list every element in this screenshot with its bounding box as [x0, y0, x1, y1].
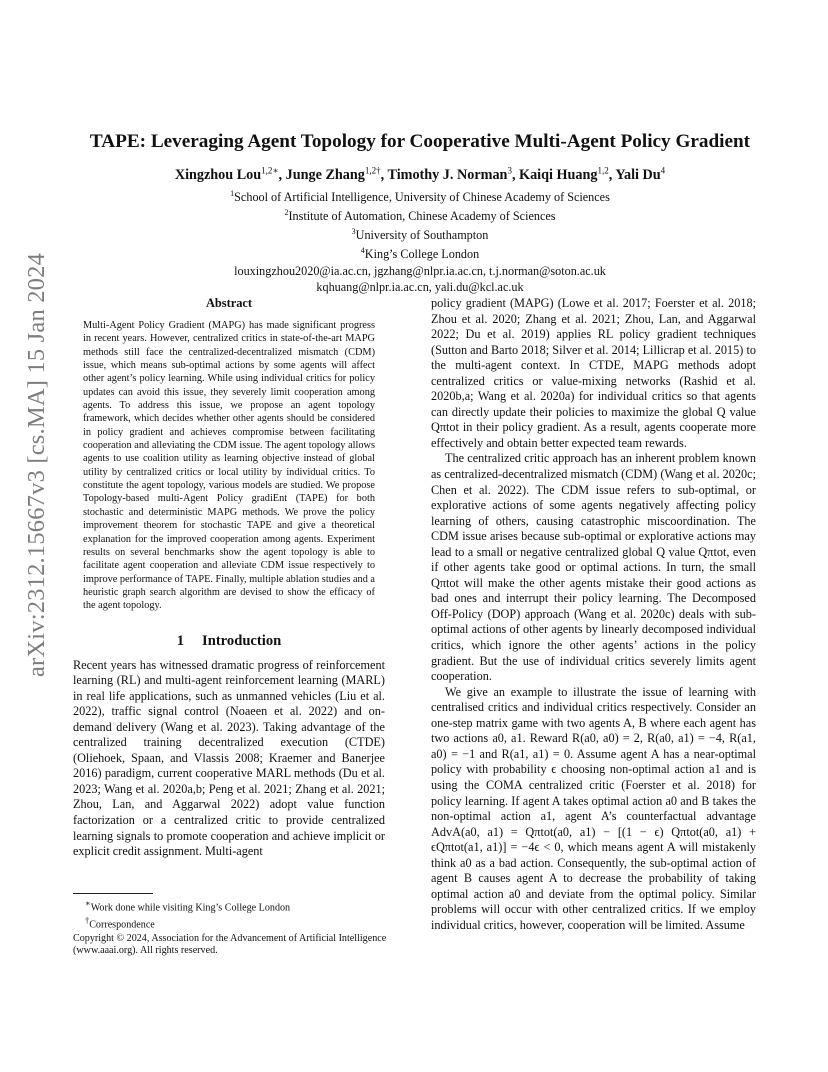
email-line: louxingzhou2020@ia.ac.cn, jgzhang@nlpr.ia.ac.cn, t.j.norman@soton.ac.uk	[234, 263, 606, 278]
author: Timothy J. Norman$^3$,	[387, 165, 520, 183]
intro-paragraph: Recent years has witnessed dramatic progress of reinforcement learning (RL) and multi-agent reinforcement learning (MARL) in real life applications, such as unmanned vehicles (Liu et al. 2022), traffic signal control (Noaeen et al. 2022) and on-demand delivery (Wang et al. 2023). Taking advantage of the centralized training decentralized execution (CTDE) (Oliehoek, Spaan, and Vlassis 2008; Kraemer and Banerjee 2016) paradigm, current cooperative MARL methods (Du et al. 2023; Wang et al. 2020a,b; Peng et al. 2021; Zhang et al. 2021; Zhou, Lan, and Aggarwal 2022) adopt value function factorization or a centralized critic to provide centralized learning signals to promote cooperation and achieve implicit or explicit credit assignment. Multi-agent	[73, 657, 385, 859]
copyright-notice: Copyright © 2024, Association for the Advancement of Artificial Intelligence (www.aaai.org). All rights reserved.	[73, 932, 387, 957]
arxiv-identifier: arXiv:2312.15667v3 [cs.MA] 15 Jan 2024	[23, 252, 50, 678]
affiliations	[100, 186, 740, 295]
section-heading	[73, 633, 385, 650]
footnote: ∗Work done while visiting King’s College London	[85, 899, 291, 914]
abstract-heading: Abstract	[205, 296, 253, 310]
author-list	[70, 165, 770, 184]
affiliation: $^3$University of Southampton	[351, 227, 489, 243]
paper-title: TAPE: Leveraging Agent Topology for Cooperative Multi-Agent Policy Gradient	[89, 131, 751, 152]
section-number: 1	[176, 632, 185, 649]
footnote-rule	[73, 893, 153, 894]
abstract-text: Multi-Agent Policy Gradient (MAPG) has made significant progress in recent years. However, centralized critics in state-of-the-art MAPG methods still face the centralized-decentralized mismatch (CDM) issue, which means sub-optimal actions by some agents will affect other agent’s policy learning. While using individual critics for policy updates can avoid this issue, they severely limit cooperation among agents. To address this issue, we propose an agent topology framework, which decides whether other agents should be considered in policy gradient and achieves compromise between facilitating cooperation and alleviating the CDM issue. The agent topology allows agents to use coalition utility as learning objective instead of global utility by centralized critics or local utility by individual critics. To constitute the agent topology, various models are studied. We propose Topology-based multi-Agent Policy gradiEnt (TAPE) for both stochastic and deterministic MAPG methods. We prove the policy improvement theorem for stochastic TAPE and give a theoretical explanation for the improved cooperation among agents. Experiment results on several benchmarks show the agent topology is able to facilitate agent cooperation and alleviate CDM issue respectively to improve performance of TAPE. Finally, multiple ablation studies and a heuristic graph search algorithm are devised to show the efficacy of the agent topology.	[83, 320, 375, 612]
affiliation: $^1$School of Artificial Intelligence, University of Chinese Academy of Sciences	[230, 189, 610, 205]
body-paragraph: The centralized critic approach has an inherent problem known as centralized-decentralized mismatch (CDM) (Wang et al. 2020c; Chen et al. 2022). The CDM issue refers to sub-optimal, or explorative actions of some agents negatively affecting policy learning of others, causing catastrophic miscoordination. The CDM issue arises because sub-optimal or explorative actions may lead to a small or negative centralized global Q value Qπtot, even if other agents take good or optimal actions. In turn, the small Qπtot will make the other agents mistake their good actions as bad ones and interrupt their policy learning. The Decomposed Off-Policy (DOP) approach (Wang et al. 2020c) deals with sub-optimal actions of other agents by linearly decomposed individual critics, which ignore the other agents’ actions in the policy gradient. But the use of individual critics severely limits agent cooperation.	[431, 451, 756, 684]
section-title: Introduction	[202, 632, 282, 649]
author: Junge Zhang$^{1,2\dagger}$,	[285, 165, 388, 183]
footnote: †Correspondence	[85, 916, 155, 931]
right-column	[431, 296, 756, 933]
author: Kaiqi Huang$^{1,2}$,	[519, 165, 616, 183]
left-column	[73, 296, 385, 860]
affiliation: $^2$Institute of Automation, Chinese Academy of Sciences	[284, 208, 556, 224]
affiliation: $^4$King’s College London	[360, 246, 480, 262]
body-paragraph: We give an example to illustrate the issue of learning with centralised critics and individual critics respectively. Consider an one-step matrix game with two agents A, B where each agent has two actions a0, a1. Reward R(a0, a0) = 2, R(a0, a1) = −4, R(a1, a0) = −1 and R(a1, a1) = 0. Assume agent A has a near-optimal policy with probability ϵ choosing non-optimal action a1 and is using the COMA centralized critic (Foerster et al. 2018) for policy learning. If agent A takes optimal action a0 and B takes the non-optimal action a1, agent A’s counterfactual advantage AdvA(a0, a1) = Qπtot(a0, a1) − [(1 − ϵ) Qπtot(a0, a1) + ϵQπtot(a1, a1)] = −4ϵ < 0, which means agent A will mistakenly think a0 as a bad action. Consequently, the sub-optimal action of agent B causes agent A to decrease the probability of taking optimal action a0 and deviate from the optimal policy. Similar problems will occur with other centralized critics. If we employ individual critics, however, cooperation will be limited. Assume	[431, 684, 756, 932]
email-line: kqhuang@nlpr.ia.ac.cn, yali.du@kcl.ac.uk	[316, 279, 524, 294]
footnotes	[73, 893, 393, 958]
author: Yali Du$^4$	[615, 165, 666, 183]
arxiv-identifier-margin	[0, 0, 60, 1072]
body-paragraph: policy gradient (MAPG) (Lowe et al. 2017; Foerster et al. 2018; Zhou et al. 2020; Zhang et al. 2021; Zhou, Lan, and Aggarwal 2022; Du et al. 2019) applies RL policy gradient techniques (Sutton and Barto 2018; Silver et al. 2014; Lillicrap et al. 2015) to the multi-agent context. In CTDE, MAPG methods adopt centralized critics or value-mixing networks (Rashid et al. 2020b,a; Wang et al. 2020a) for individual critics so that agents can directly update their policies to maximize the global Q value Qπtot in their policy gradient. As a result, agents cooperate more effectively and obtain better expected team rewards.	[431, 296, 756, 450]
author: Xingzhou Lou$^{1,2∗}$,	[174, 165, 286, 183]
